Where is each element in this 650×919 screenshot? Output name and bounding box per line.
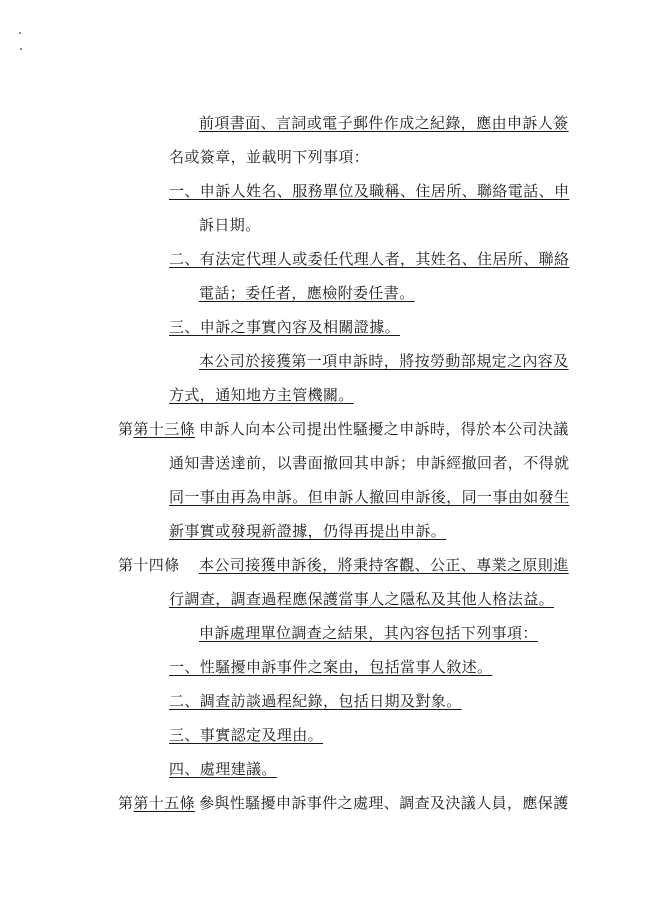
list-item: 三、申訴之事實內容及相關證據。 (169, 318, 401, 336)
list-item: 二、有法定代理人或委任代理人者，其姓名、住居所、聯絡 (169, 250, 570, 268)
article-number: 第十四條 (118, 556, 180, 574)
paragraph-line: 新事實或發現新證據，仍得再提出申訴。 (169, 522, 447, 540)
paragraph-line: 前項書面、言詞或電子郵件作成之紀錄，應由申訴人簽 (199, 114, 569, 132)
paragraph-line: 申訴處理單位調查之結果，其內容包括下列事項： (199, 624, 538, 642)
list-item: 一、申訴人姓名、服務單位及職稱、住居所、聯絡電話、申 (169, 182, 570, 200)
paragraph-line: 行調查，調查過程應保護當事人之隱私及其他人格法益。 (169, 590, 555, 608)
paragraph-line: 同一事由再為申訴。但申訴人撤回申訴後，同一事由如發生 (169, 488, 570, 506)
scan-speck (19, 32, 21, 34)
paragraph-line: 本公司接獲申訴後，將秉持客觀、公正、專業之原則進 (199, 556, 569, 574)
paragraph-line: 本公司於接獲第一項申訴時，將按勞動部規定之內容及 (199, 352, 569, 370)
paragraph-line: 參與性騷擾申訴事件之處理、調查及決議人員，應保護 (199, 794, 569, 812)
paragraph-line: 通知書送達前，以書面撤回其申訴；申訴經撤回者，不得就 (169, 454, 570, 472)
paragraph-line: 申訴人向本公司提出性騷擾之申訴時，得於本公司決議 (199, 420, 569, 438)
paragraph-line: 名或簽章，並載明下列事項： (169, 148, 370, 166)
list-item-continued: 訴日期。 (199, 216, 261, 234)
list-item: 二、調查訪談過程紀錄，包括日期及對象。 (169, 692, 462, 710)
article-number: 第第十五條 (118, 794, 196, 812)
list-item-continued: 電話；委任者，應檢附委任書。 (199, 284, 415, 302)
scan-speck (20, 48, 22, 50)
list-item: 一、性騷擾申訴事件之案由，包括當事人敘述。 (169, 658, 493, 676)
article-number-underlined: 第十五條 (133, 794, 196, 812)
paragraph-line: 方式，通知地方主管機關。 (169, 386, 354, 404)
list-item: 三、事實認定及理由。 (169, 726, 324, 744)
article-number: 第第十三條 (118, 420, 196, 438)
list-item: 四、處理建議。 (169, 760, 277, 778)
article-number-underlined: 第十三條 (133, 420, 196, 438)
